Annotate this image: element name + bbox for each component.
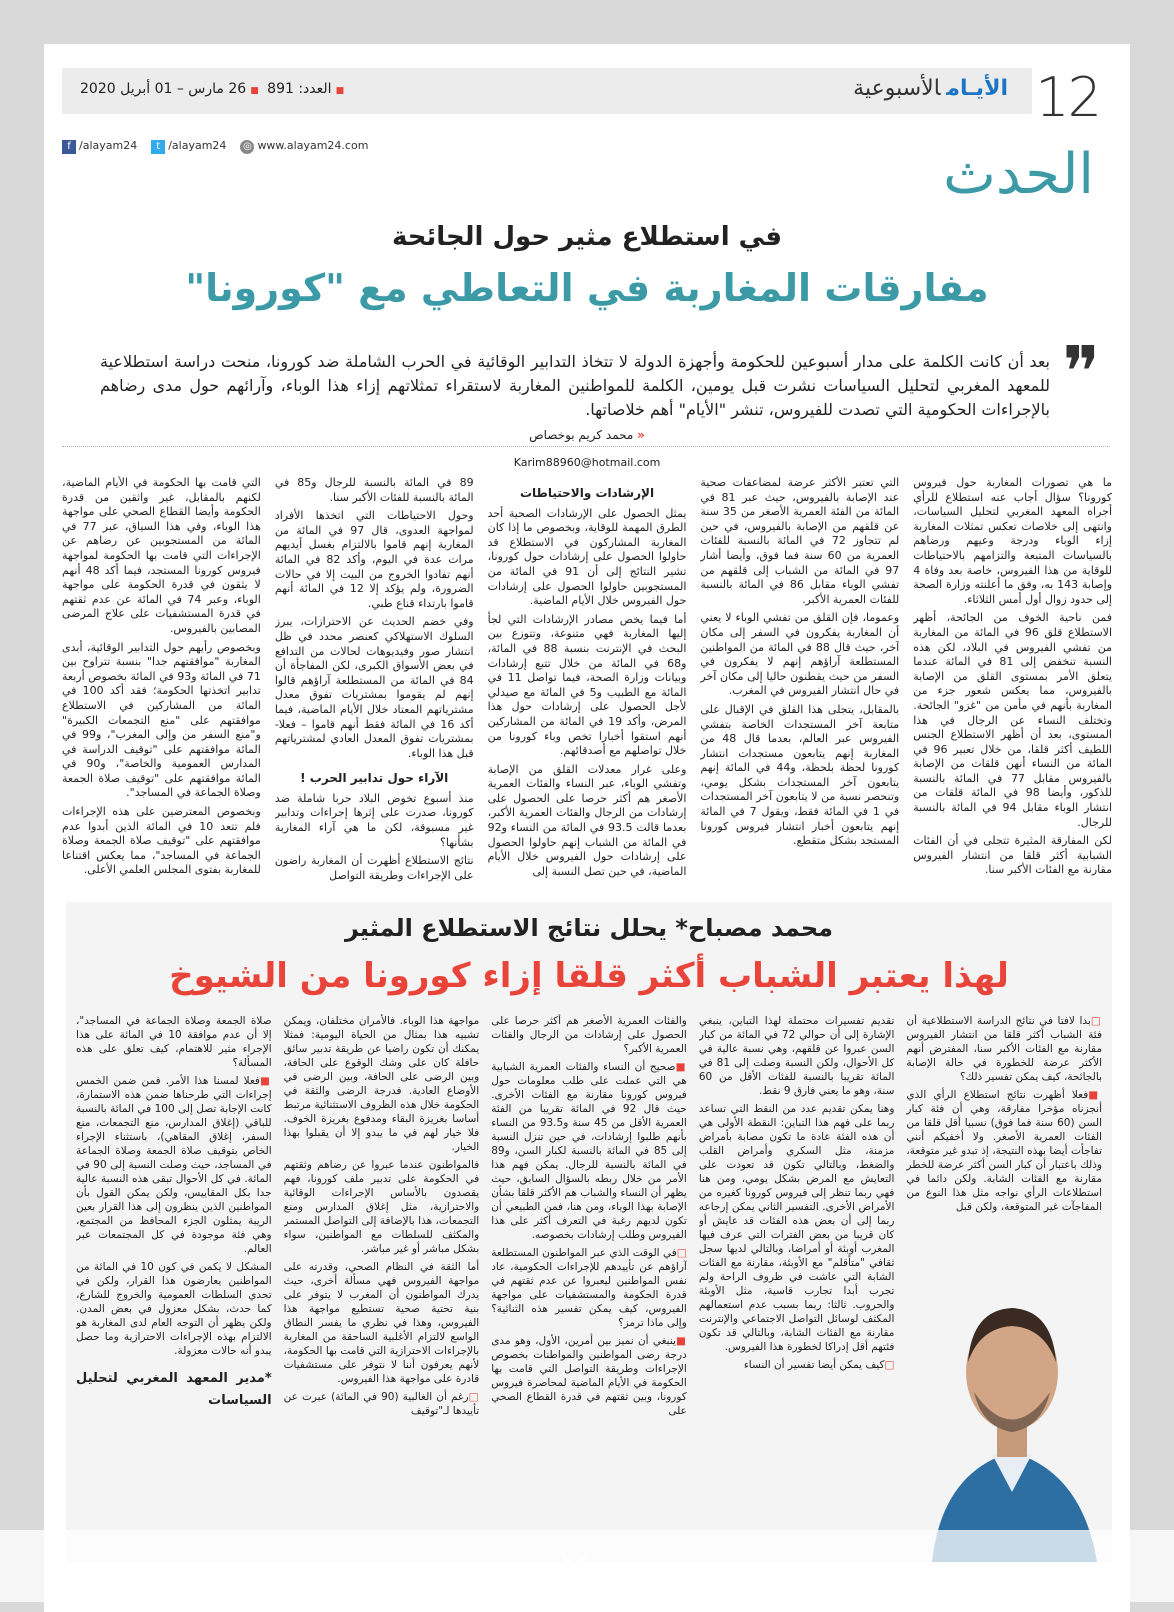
paragraph: يمثل الحصول على الإرشادات الصحية أحد الطرق المهمة للوقاية، وبخصوص ما إذا كان المغاربة المشاركون في الاستطلاع قد حاولوا الحصول على إرشادات حول كورونا، تشير النتائج إلى أن 91 في المائة من المستجوبين حاولوا الحصول على إرشادات حول الفيروس خلال الأيام الماضية.	[487, 506, 687, 608]
answer: ■ينبغي أن نميز بين أمرين، الأول، وهو مدى درجة رضى المواطنين والمواطنات بخصوص الإجراءات وطريقة التواصل التي قامت بها الحكومة في الأيام الماضية لمحاصرة فيروس كورونا، وبين ثقتهم في قدرة القطاع الصحي على	[491, 1335, 687, 1417]
article-lead: بعد أن كانت الكلمة على مدار أسبوعين للحكومة وأجهزة الدولة لا تتخاذ التدابير الوقائية في الحرب الشاملة ضد كورونا، منحت دراسة استطلاعية للمعهد المغربي لتحليل السياسات نشرت قبل يومين، الكلمة للمواطنين المغاربة لاستقراء تمثلاتهم إزاء هذا الوباء، وآرائهم حول مدى رضاهم بالإجراءات الحكومية التي تصدت للفيروس، تنشر "الأيام" أهم خلاصاتها.	[100, 352, 1050, 419]
question: □في الوقت الذي عبر المواطنون المستطلعة آراؤهم عن تأييدهم للإجراءات الحكومية، عاد نفس المواطنين ليعبروا عن عدم ثقتهم في قدرة الحكومة والمستشفيات على مواجهة الفيروس، كيف يمكن تفسير هذه الثنائية؟ وإلى ماذا ترمز؟	[491, 1247, 687, 1329]
answer: المشكل لا يكمن في كون 10 في المائة من المواطنين يعارضون هذا القرار، ولكن في تحدي السلطات العمومية والخروج للشارع، كما حدث، بشكل معزول في بعض المدن. ولكن يظهر أن التوجه العام لدى المغاربة هو الالتزام بهذه الإجراءات الاحترازية وما حصل يبدو أنه حالات معزولة.	[76, 1261, 272, 1357]
issue-dates: 26 مارس – 01 أبريل 2020	[80, 81, 247, 97]
social-links	[62, 139, 368, 154]
paragraph: وبخصوص رأيهم حول التدابير الوقائية، أبدى المغاربة "موافقتهم جدا" بنسبة تتراوح بين 71 في المائة و93 في المائة بخصوص أربعة تدابير اتخذتها الحكومة؛ فقد أكد 100 في المائة من المشاركين في الاستطلاع موافقتهم على "منع التجمعات الكبيرة" و"منع السفر من وإلى المغرب"، و99 في المائة موافقتهم على "توقيف الدراسة في المدارس العمومية والخاصة"، و90 في المائة موافقتهم على "توقيف صلاة الجمعة وصلاة الجماعة في المساجد".	[62, 640, 261, 800]
answer: مواجهة هذا الوباء. فالأمران مختلفان، ويمكن تشبيه هذا بمثال من الحياة اليومية: فمثلا يمكنك أن تكون راضيا عن طريقة تدبير سائق حافلة كان على وشك الوقوع على الحافة، وبين الرضى على الحافة، وبين الرضى في الأوضاع العادية. فدرجة الرضى والثقة في الحكومة خلال هذه الظروف الاستثنائية مرتبط أساسا بغريزة البقاء ومدفوع بغريزة الخوف. فلا خيار لهم في ما يبدو إلا أن يقبلوا بهذا الخيار.	[283, 1015, 480, 1153]
paragraph: نتائج الاستطلاع أظهرت أن المغاربة راضون على الإجراءات وطريقة التواصل	[274, 854, 474, 882]
answer: أما الثقة في النظام الصحي، وقدرته على مواجهة الفيروس فهي مسألة أخرى، حيث يدرك المواطنون أن المغرب لا يتوفر على بنية تحتية صحية تستطيع مواجهة هذا الفيروس، وهذا في نظري ما يفسر النطاق الواسع لالتزام الأغلبية الساحقة من المغاربة بالإجراءات الاحترازية التي قامت بها الحكومة، لأنهم يعرفون أننا لا نتوفر على مستشفيات قادرة على مواجهة هذا الفيروس.	[283, 1261, 480, 1385]
answer: فالمواطنون عندما عبروا عن رضاهم وثقتهم في الحكومة على تدبير ملف كورونا، فهم يقصدون بالأساس الإجراءات الوقائية والاحترازية، مثل إغلاق المدارس ومنع التجمعات، هذا بالإضافة إلى التواصل المستمر والمكثف للسلطات مع المواطنين، سواء بشكل مباشر أو غير مباشر.	[283, 1159, 480, 1255]
interview-column-5	[76, 1014, 272, 1554]
twitter-handle: /alayam24	[168, 139, 227, 152]
answer: ■صحيح أن النساء والفئات العمرية الشبابية هي التي عملت على طلب معلومات حول فيروس كورونا مقارنة مع الفئات الأخرى. حيث قال 92 في المائة تقريبا من الفئة العمرية الأقل من 45 سنة و93.5 من النساء بأنهم طلبوا إرشادات، في حين تنزل النسبة إلى 85 في المائة بالنسبة لكبار السن، و89 في المائة بالنسبة للرجال. يمكن فهم هذا الأمر من خلال ربطه بالسؤال السابق، حيث يظهر أن النساء والشباب هم الأكثر قلقا بشأن الإصابة بهذا الوباء، ومن هنا، فمن الطبيعي أن تكون لديهم رغبة في التعرف أكثر على هذا الفيروس وطلب إرشادات بخصوصه.	[491, 1061, 687, 1241]
signature: *مدير المعهد المغربي لتحليل السياسات	[76, 1371, 272, 1408]
interview-box	[66, 902, 1112, 1562]
paragraph: وحول الاحتياطات التي اتخذها الأفراد لمواجهة العدوى، قال 97 في المائة من المغاربة إنهم قاموا بالالتزام بغسل أيديهم مرات عدة في اليوم، وأكد 82 في المائة أنهم تفادوا الخروج من البيت إلا في حالات الضرورة، ولم يؤكد إلا 12 في المائة أنهم قاموا بارتداء قناع طبي.	[274, 509, 474, 610]
paragraph: التي قامت بها الحكومة في الأيام الماضية، لكنهم بالمقابل، غير واثقين من قدرة الحكومة وأيضا القطاع الصحي على مواجهة هذا الوباء، وفي هذا السياق، عبر 77 في المائة من المستجوبين عن رضاهم عن الإجراءات التي قامت بها الحكومة لمواجهة فيروس كورونا المستجد، فيما أكد 48 أنهم لا يثقون في قدرة الحكومة على مواجهة الوباء، وعبر 74 في المائة عن عدم ثقتهم في قدرة المستشفيات على علاج المرضى المصابين بالفيروس.	[62, 476, 261, 635]
column-5	[62, 476, 261, 894]
section-title: الحدث	[943, 142, 1094, 207]
newspaper-page	[44, 44, 1130, 1612]
interview-column-3	[491, 1014, 687, 1554]
facebook-link[interactable]	[62, 139, 137, 154]
question: □رغم أن الغالبية (90 في المائة) عبرت عن تأييدها لـ"توقيف	[283, 1391, 480, 1417]
paragraph: فمن ناحية الخوف من الجائحة، أظهر الاستطلاع قلق 96 في المائة من المغاربة من تفشي الفيروس في البلاد، لكن هذه النسبة تنخفض إلى 81 في المائة عندما يتعلق الأمر بمستوى القلق من الإصابة بالفيروس، مما يعكس شعور جزء من المغاربة بأنهم في مأمن من "غزو" الجائحة. وتختلف النساء عن الرجال في هذا المستوى، بعد أن أظهر الاستطلاع الجنس اللطيف أكثر قلقا، من خلال تعبير 96 في المائة من النساء أنهن قلقات من الإصابة بالفيروس مقابل 77 في المائة بالنسبة للذكور، وأيضا 98 في المائة قلقات من انتشار الوباء مقابل 94 في المائة بالنسبة للرجال.	[913, 611, 1112, 829]
column-4	[275, 476, 474, 894]
article-kicker: في استطلاع مثير حول الجائحة	[392, 222, 782, 252]
paragraph: ما هي تصورات المغاربة حول فيروس كورونا؟ سؤال أجاب عنه استطلاع للرأي أجراه المعهد المغربي لتحليل السياسات، وانتهى إلى خلاصات تعكس تمثلات المغاربة إزاء الوباء ودرجة وعيهم ورضاهم بالسياسات المتبعة والتزامهم بالاحتياطات للوقاية من هذا الفيروس، خاصة بعد وفاة 4 وإصابة 143 به، وفق ما أعلنته وزارة الصحة إلى حدود زوال أول أمس الثلاثاء.	[913, 476, 1112, 606]
answer: ■فعلا أظهرت نتائج استطلاع الرأي الذي أنجزناه مؤخرا مفارقة، وهي أن فئة كبار السن (60 سنة فما فوق) نسبيا أقل قلقا من الفئات العمرية الأصغر. ولا أخفيكم أنني تفاجأت أيضا بهذه النتيجة، إذ تبدو غير متوقعة، وذلك باعتبار أن كبار السن أكثر عرضة للخطر مقارنة مع الفئات الشابة. ولكن دائما في استطلاعات الرأي نواجه مثل هذا النوع من المفاجآت غير المتوقعة، ولكن قبل	[906, 1089, 1102, 1213]
answer: ■فعلا لمسنا هذا الأمر. فمن ضمن الخمس إجراءات التي طرحناها ضمن هذه الاستمارة، كانت الإجابة تصل إلى 100 في المائة بالنسبة للباقي (إغلاق المدارس، منع التجمعات، منع السفر، إغلاق المقاهي)، باستثناء الإجراء الخاص بتوقيف صلاة الجمعة وصلاة الجماعة في المساجد، حيث وصلت النسبة إلى 90 في المائة. في كل الأحوال تبقى هذه النسبة عالية جدا بكل المقاييس، ولكن يمكن القول بأن المواطنين الذين ينظرون إلى هذا القرار بعين الريبة يمثلون الجزء المحافظ من المجتمع، وهي فئة موجودة في كل المجتمعات عبر العالم.	[76, 1075, 272, 1255]
divider	[62, 446, 1110, 447]
answer: وهنا يمكن تقديم عدد من النقط التي تساعد ربما على فهم هذا التباين: النقطة الأولى هي أن هذه الفئة عادة ما تكون مصابة بأمراض مزمنة، مثل السكري وأمراض القلب والضغط، وبالتالي تكون قد تعودت على التعايش مع المرض بشكل يومي، ومن هنا فهي ربما تنظر إلى فيروس كورونا كغيره من الأمراض الأخرى. التفسير الثاني يمكن إرجاعه ربما إلى أن بعض هذه الفئات قد عايش أو كان قريبا من بعض الفترات التي عرف فيها المغرب أوبئة أو أمراضا، وبالتالي لديها سجل ثقافي "متأقلم" مع الأوبئة، مقارنة مع الفئات الشابة التي عاشت في ظروف الراحة ولم تجرب أبدا تجارب قاسية، مثل الأوبئة والحروب. ثالثا: ربما بسبب عدم استعمالهم المكثف لوسائل التواصل الاجتماعي والإنترنت مقارنة مع الفئات الشابة، وبالتالي قد تكون فئتهم أقل إدراكا لخطورة هذا الفيروس.	[698, 1103, 895, 1353]
article-headline: مفارقات المغاربة في التعاطي مع "كورونا"	[185, 266, 989, 310]
interview-column-4	[284, 1014, 480, 1554]
paragraph: وفي خضم الحديث عن الاحترازات، يبرز السلوك الاستهلاكي كعنصر محدد في ظل انتشار صور وفيديوهات لحالات من التدافع في بعض الأسواق الكبرى، لكن المفاجأة أن 84 في المائة من المستطلعة آراؤهم قالوا إنهم لم يقوموا بمشتريات تفوق معدل مشترياتهم المعتاد خلال الأيام الماضية، فيما أكد 16 في المائة فقط أنهم قاموا – فعلا- بمشتريات تفوق المعدل العادي لمشترياتهم قبل هذا الوباء.	[274, 615, 474, 760]
facebook-icon: f	[62, 140, 76, 154]
paragraph: وبخصوص المعترضين على هذه الإجراءات فلم تتعد 10 في المائة الذين أبدوا عدم موافقتهم على "توقيف صلاة الجمعة وصلاة الجماعة في المساجد"، مما يعكس اقتناعا للمغاربة بفتوى المجلس العلمي الأعلى.	[62, 805, 261, 877]
article-columns	[62, 476, 1112, 894]
globe-icon: ◎	[240, 140, 254, 154]
interview-headline: لهذا يعتبر الشباب أكثر قلقا إزاء كورونا من الشيوخ	[169, 956, 1009, 996]
paragraph: بالمقابل، يتجلى هذا القلق في الإقبال على متابعة آخر المستجدات الخاصة بتفشي الفيروس عبر العالم، بعدما قال 48 من المغاربة إنهم يتابعون مستجدات انتشار كورونا لحظة بلحظة، و44 في المائة إنهم يتابعون آخر المستجدات بشكل يومي، وتنحصر نسبة من لا يتابعون آخر المستجدات في 1 في المائة فقط، ويقول 7 في المائة إنهم يتابعون أخبار انتشار فيروس كورونا المستجد بشكل متقطع.	[700, 702, 900, 848]
paragraph: لكن المفارقة المثيرة تتجلى في أن الفئات الشبابية أكثر قلقا من انتشار الفيروس مقارنة مع الفئات الأكبر سنا.	[913, 834, 1112, 877]
chevron-down-icon[interactable]	[560, 1548, 588, 1576]
column-2	[700, 476, 899, 894]
portrait-photo	[912, 1222, 1112, 1562]
question: □بدا لافتا في نتائج الدراسة الاستطلاعية أن فئة الشباب أكثر قلقا من انتشار الفيروس مقارنة مع الفئات الأكبر سنا، المفترض أنهم الأكثر عرضة للخطورة في حالة الإصابة بالجائحة، كيف يمكن تفسير ذلك؟	[906, 1015, 1102, 1083]
quote-mark-icon: ❞	[1062, 331, 1100, 413]
website-link[interactable]	[240, 139, 368, 154]
column-1	[913, 476, 1112, 894]
author-email: Karim88960@hotmail.com	[513, 456, 661, 469]
column-3	[488, 476, 687, 894]
interview-column-2	[699, 1014, 895, 1554]
subheading: الإرشادات والاحتياطات	[519, 486, 655, 500]
byline: « محمد كريم بوخصاص	[529, 428, 645, 442]
answer: تقديم تفسيرات محتملة لهذا التباين، ينبغي الإشارة إلى أن حوالي 72 في المائة من كبار السن عبروا عن قلقهم، وهي نسبة عالية في كل الأحوال، ولكن النسبة وصلت إلى 81 في المائة تقريبا بالنسبة للفئات الأقل من 60 سنة، وهو ما يعني فارق 9 نقط.	[698, 1015, 895, 1097]
paragraph: وعموما، فإن القلق من تفشي الوباء لا يعني أن المغاربة يفكرون في السفر إلى مكان آخر، حيث قال 88 في المائة من المواطنين المستطلعة آراؤهم إنهم لا يفكرون في السفر من حيث يقطنون حاليا إلى مكان آخر في حال انتشار الفيروس في المغرب.	[700, 611, 900, 698]
website-url: www.alayam24.com	[257, 139, 369, 152]
issue-number: العدد: 891	[267, 81, 332, 97]
subheading: الآراء حول تدابير الحرب !	[300, 771, 449, 786]
page-number: 12	[1035, 66, 1100, 129]
question: صلاة الجمعة وصلاة الجماعة في المساجد"، إلا أن عدم موافقة 10 في المائة على هذا الإجراء مثير للاهتمام، كيف تعلق على هذه المسألة؟	[76, 1015, 272, 1069]
author-name: محمد كريم بوخصاص	[529, 428, 634, 442]
question: □كيف يمكن أيضا تفسير أن النساء	[743, 1359, 895, 1371]
twitter-icon: t	[151, 140, 165, 154]
brand-name: الأيـام	[946, 76, 1008, 101]
paragraph: أما فيما يخص مصادر الإرشادات التي لجأ إليها المغاربة فهي متنوعة، وتتوزع بين البحث في الإنترنت بنسبة 88 في المائة، و68 في المائة من خلال تتبع إرشادات وبيانات وزارة الصحة، فيما تواصل 11 في المائة مع الطبيب و5 في المائة مع صيدلي لأجل الحصول على إرشادات حول هذا المرض، وأكد 19 في المائة من المشاركين أنهم استقوا أخبارا تخص وباء كورونا من خلال تواصلهم مع أصدقائهم.	[487, 612, 687, 758]
brand-logo	[853, 76, 1008, 101]
paragraph: منذ أسبوع تخوض البلاد حربا شاملة ضد كورونا، صدرت على إثرها إجراءات وتدابير غير مسبوقة، لكن ما هي آراء المغاربة بشأنها؟	[274, 791, 474, 849]
paragraph: وعلى غرار معدلات القلق من الإصابة وتفشي الوباء، عبر النساء والفئات العمرية الأصغر هم أكثر حرصا على الحصول على إرشادات من الرجال والفئات العمرية الأكبر، بعدما قالت 93.5 في المائة من النساء و92 في المائة من الشباب إنهم حاولوا الحصول على إرشادات حول الفيروس خلال الأيام الماضية، في حين تصل النسبة إلى	[487, 762, 687, 878]
issue-info: ■العدد: 891 ■26 مارس – 01 أبريل 2020	[80, 81, 345, 97]
interview-kicker: محمد مصباح* يحلل نتائج الاستطلاع المثير	[344, 914, 834, 942]
twitter-link[interactable]	[151, 139, 226, 154]
paragraph: التي تعتبر الأكثر عرضة لمضاعفات صحية عند الإصابة بالفيروس، حيث عبر 81 في المائة من الفئة العمرية الأصغر من 35 سنة عن قلقهم من الإصابة بالفيروس، في حين لم تتجاوز 72 في المائة بالنسبة للفئات العمرية من 60 سنة فما فوق، وأيضا أشار 97 في المائة من الشباب إلى قلقهم من تفشي الوباء مقابل 86 في المائة بالنسبة للفئات العمرية الأكبر.	[700, 476, 900, 606]
facebook-handle: /alayam24	[79, 139, 138, 152]
brand-suffix: الأسبوعية	[853, 76, 941, 101]
paragraph: 89 في المائة بالنسبة للرجال و85 في المائة بالنسبة للفئات الأكبر سنا.	[274, 476, 474, 504]
question: والفئات العمرية الأصغر هم أكثر حرصا على الحصول على إرشادات من الرجال والفئات العمرية الأكبر؟	[491, 1015, 687, 1055]
page-header	[62, 68, 1032, 114]
